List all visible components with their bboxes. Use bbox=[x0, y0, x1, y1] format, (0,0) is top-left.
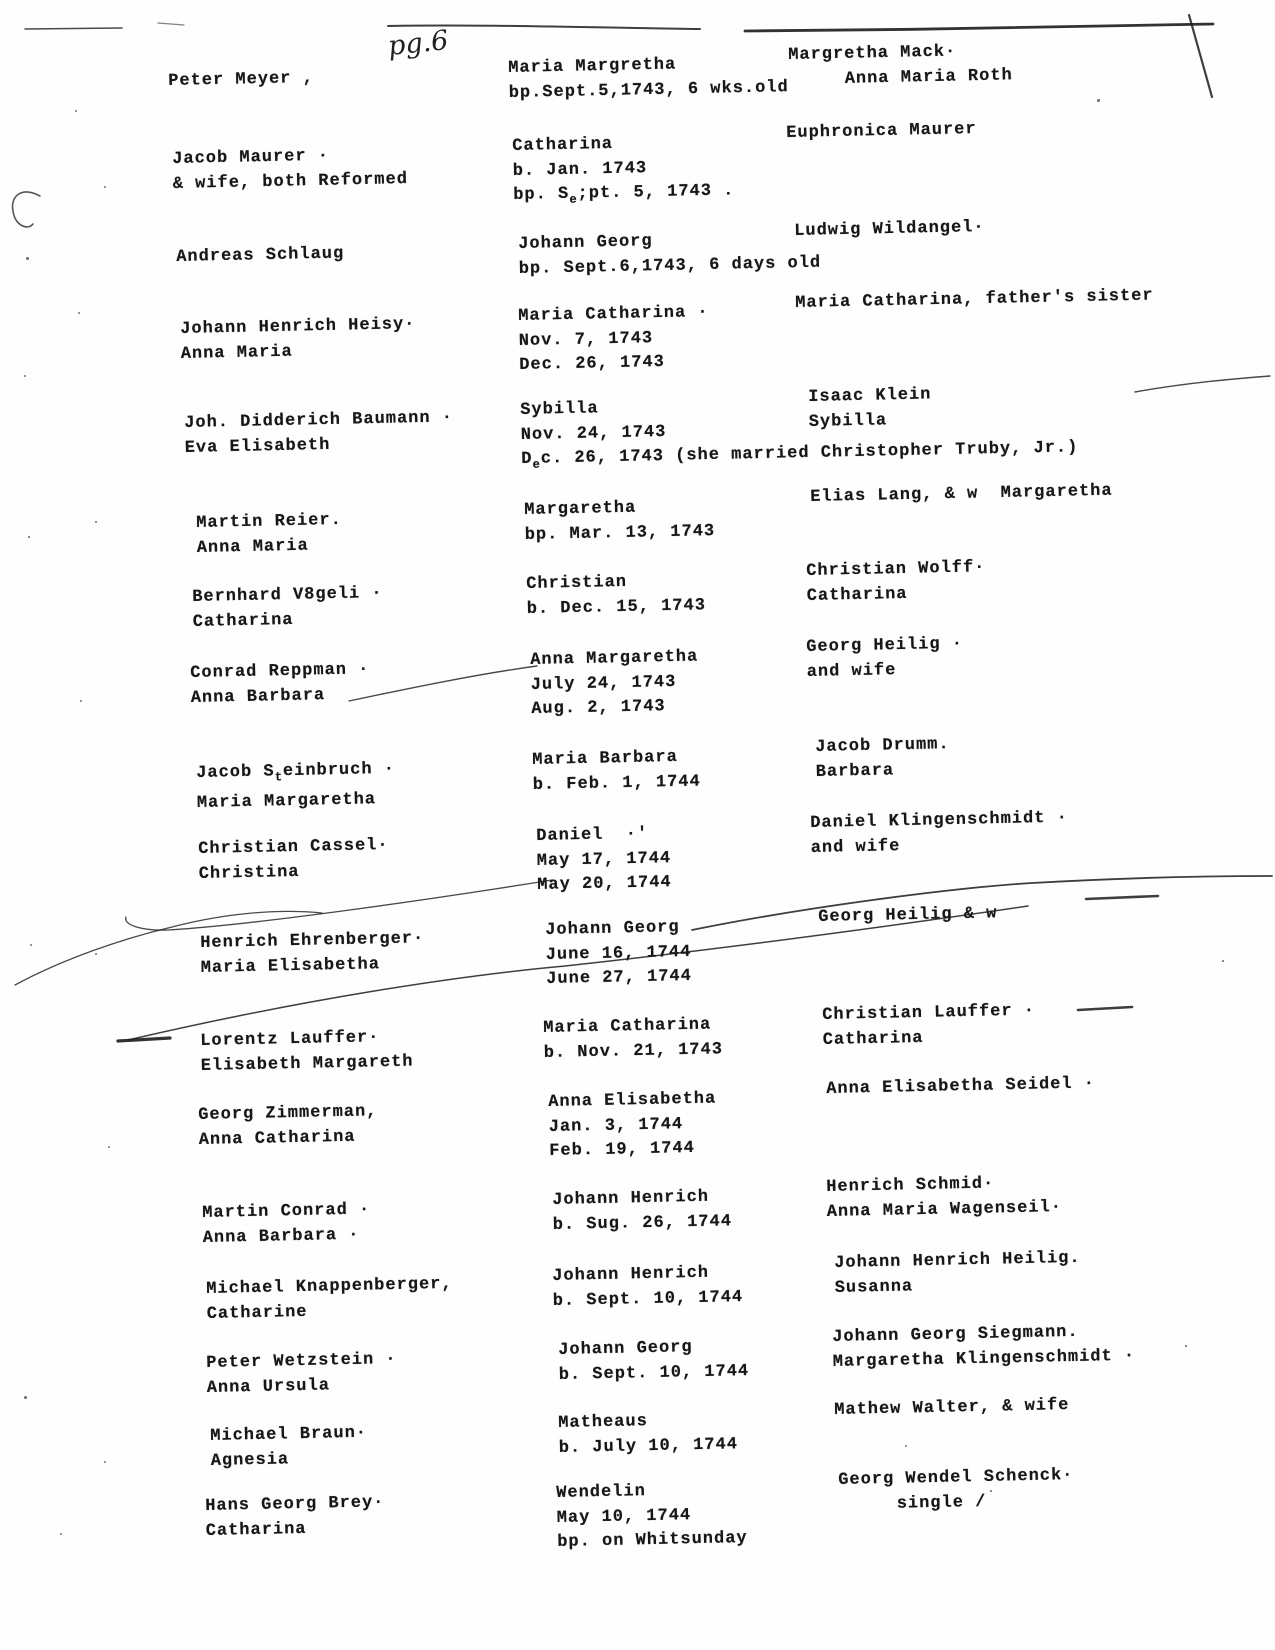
child-line: Nov. 7, 1743 bbox=[518, 328, 654, 351]
sponsors-line: Catharina bbox=[806, 584, 908, 606]
sponsors-cell bbox=[838, 1464, 1074, 1518]
sponsors-cell bbox=[822, 1000, 1036, 1053]
sponsors-cell bbox=[810, 480, 1113, 511]
parents-cell bbox=[200, 927, 425, 981]
child-line: b. Sept. 10, 1744 bbox=[558, 1361, 750, 1385]
sponsors-cell bbox=[808, 383, 932, 435]
scan-noise-speck bbox=[990, 1490, 992, 1492]
parents-cell bbox=[196, 758, 396, 816]
child-line: Jan. 3, 1744 bbox=[548, 1114, 684, 1137]
child-line: Feb. 19, 1744 bbox=[549, 1138, 696, 1161]
scan-noise-speck bbox=[78, 312, 80, 314]
parents-line: Michael Braun· bbox=[210, 1423, 368, 1446]
scan-noise-speck bbox=[26, 257, 29, 260]
child-line: May 20, 1744 bbox=[537, 873, 672, 895]
child-line: May 17, 1744 bbox=[536, 848, 672, 871]
sponsors-cell bbox=[834, 1394, 1070, 1423]
pen-dash bbox=[1078, 1007, 1132, 1010]
child-line: Dec. 26, 1743 bbox=[519, 352, 666, 375]
child-line: b. Sept. 10, 1744 bbox=[552, 1287, 744, 1311]
pen-dash bbox=[1086, 896, 1158, 899]
sponsors-cell bbox=[786, 118, 977, 146]
parents-cell bbox=[196, 509, 343, 561]
sponsors-line: Johann Henrich Heilig. bbox=[834, 1248, 1081, 1273]
child-cell bbox=[526, 569, 706, 622]
scan-noise-speck bbox=[75, 110, 77, 112]
scan-noise-speck bbox=[104, 186, 106, 188]
parents-line: Jacob $S_teinbruch$ · bbox=[196, 759, 396, 785]
parents-line: Conrad Reppman · bbox=[190, 660, 370, 683]
pen-dash bbox=[118, 1038, 170, 1041]
parents-cell bbox=[206, 1273, 453, 1327]
sponsors-line: Ludwig Wildangel· bbox=[794, 218, 985, 241]
child-line: Maria Catharina bbox=[543, 1015, 712, 1038]
child-cell bbox=[512, 130, 735, 213]
parents-line: Martin Conrad · bbox=[202, 1200, 371, 1223]
parents-line: Anna Ursula bbox=[206, 1375, 331, 1398]
child-line: June 16, 1744 bbox=[545, 942, 692, 965]
scan-noise-speck bbox=[1097, 99, 1100, 102]
parents-line: Peter Wetzstein · bbox=[206, 1350, 397, 1373]
child-line: Maria Margretha bbox=[508, 55, 677, 78]
parents-line: Anna Barbara · bbox=[202, 1225, 360, 1248]
child-line: Sybilla bbox=[520, 399, 599, 420]
child-cell bbox=[558, 1408, 738, 1461]
scan-edge-line bbox=[158, 23, 184, 25]
child-line: Nov. 24, 1743 bbox=[520, 422, 667, 445]
scan-noise-speck bbox=[905, 1445, 907, 1447]
parents-cell bbox=[200, 1026, 414, 1079]
parents-line: Christian Cassel· bbox=[198, 836, 389, 859]
sponsors-line: Mathew Walter, & wife bbox=[834, 1396, 1070, 1420]
child-line: Maria Catharina · bbox=[518, 303, 709, 326]
parents-cell bbox=[205, 1491, 385, 1544]
sponsors-cell bbox=[826, 1072, 1095, 1102]
child-cell bbox=[548, 1087, 718, 1164]
child-line: b. Nov. 21, 1743 bbox=[543, 1039, 724, 1063]
parents-line: Christina bbox=[198, 862, 300, 884]
sponsors-line: Anna Maria Wagenseil· bbox=[826, 1197, 1063, 1222]
pen-curl-mark bbox=[13, 192, 40, 227]
parents-line: Anna Barbara bbox=[190, 685, 326, 708]
child-line: Aug. 2, 1743 bbox=[531, 697, 666, 719]
parents-line: Hans Georg Brey· bbox=[205, 1493, 385, 1516]
parents-cell bbox=[172, 143, 408, 197]
parents-line: Catharina bbox=[205, 1519, 307, 1541]
child-cell bbox=[543, 1013, 723, 1066]
child-line: Catharina bbox=[512, 134, 614, 156]
parents-cell bbox=[198, 1100, 378, 1153]
child-line: b. Dec. 15, 1743 bbox=[526, 595, 707, 619]
child-cell bbox=[558, 1335, 749, 1388]
child-cell bbox=[518, 301, 710, 378]
sponsors-line: Johann Georg Siegmann. bbox=[832, 1322, 1079, 1347]
child-line: Christian bbox=[526, 572, 628, 594]
sponsors-cell bbox=[834, 1247, 1081, 1301]
subscript-character: e bbox=[532, 457, 542, 472]
sponsors-line: Catharina bbox=[822, 1028, 924, 1050]
child-line: Johann Georg bbox=[545, 918, 680, 940]
child-line: May 10, 1744 bbox=[556, 1505, 692, 1528]
child-line: b. Sug. 26, 1744 bbox=[552, 1211, 733, 1235]
sponsors-line: Elias Lang, & w Margaretha bbox=[810, 481, 1113, 507]
child-cell bbox=[545, 916, 692, 993]
subscript-character: t bbox=[274, 770, 284, 785]
sponsors-cell bbox=[810, 807, 1069, 861]
scan-noise-speck bbox=[24, 375, 26, 377]
handwritten-page-number: pg.6 bbox=[386, 24, 450, 63]
parents-line: Eva Elisabeth bbox=[184, 435, 331, 458]
child-line: bp.Sept.5,1743, 6 wks.old bbox=[508, 77, 789, 103]
parents-line: Andreas Schlaug bbox=[176, 244, 345, 267]
sponsors-line: Christian Lauffer · bbox=[822, 1001, 1036, 1025]
child-cell bbox=[532, 745, 701, 798]
parents-line: Maria Elisabetha bbox=[200, 954, 381, 978]
child-cell bbox=[524, 495, 715, 548]
child-cell bbox=[556, 1478, 748, 1555]
sponsors-line: Daniel Klingenschmidt · bbox=[810, 808, 1069, 833]
sponsors-line: Barbara bbox=[815, 760, 895, 782]
pen-stroke bbox=[126, 880, 552, 930]
child-line: Daniel ·' bbox=[536, 824, 649, 846]
child-line: Margaretha bbox=[524, 498, 637, 520]
child-cell bbox=[530, 645, 700, 722]
parents-line: Agnesia bbox=[210, 1449, 290, 1471]
pen-stroke bbox=[1135, 376, 1270, 392]
child-cell bbox=[552, 1185, 732, 1238]
sponsors-cell bbox=[826, 1171, 1062, 1225]
child-cell bbox=[536, 822, 672, 898]
parents-line: Anna Maria bbox=[180, 342, 293, 364]
child-line: Matheaus bbox=[558, 1412, 649, 1433]
parents-line: Anna Catharina bbox=[198, 1127, 356, 1150]
parents-line: Catharina bbox=[192, 610, 294, 632]
parents-line: Joh. Didderich Baumann · bbox=[184, 408, 454, 433]
child-line: bp. $S_e;pt$. 5, 1743 . bbox=[513, 181, 735, 207]
child-line: Johann Georg bbox=[558, 1338, 693, 1360]
scan-noise-speck bbox=[1185, 1345, 1187, 1347]
parents-cell bbox=[206, 1348, 397, 1401]
parents-cell bbox=[184, 406, 454, 461]
scan-noise-speck bbox=[80, 700, 82, 702]
child-line: Anna Elisabetha bbox=[548, 1089, 717, 1112]
parents-line: Jacob Maurer · bbox=[172, 146, 330, 169]
sponsors-line: Margretha Mack· bbox=[788, 42, 957, 65]
scan-noise-speck bbox=[24, 1396, 27, 1399]
sponsors-line: Henrich Schmid· bbox=[826, 1174, 995, 1197]
child-cell bbox=[552, 1261, 743, 1314]
sponsors-line: Christian Wolff· bbox=[806, 558, 986, 581]
child-line: Johann Georg bbox=[518, 232, 653, 254]
child-cell bbox=[518, 227, 821, 282]
scan-noise-speck bbox=[95, 953, 97, 955]
parents-line: Catharine bbox=[206, 1302, 308, 1324]
parents-cell bbox=[202, 1198, 371, 1251]
scan-noise-speck bbox=[95, 521, 97, 523]
parents-line: Anna Maria bbox=[196, 536, 309, 558]
sponsors-line: Anna Elisabetha Seidel · bbox=[826, 1074, 1096, 1099]
scan-noise-speck bbox=[108, 1146, 110, 1148]
sponsors-line: Margaretha Klingenschmidt · bbox=[832, 1346, 1136, 1372]
parents-line: & wife, both Reformed bbox=[172, 169, 409, 194]
scan-edge-line bbox=[745, 24, 1213, 31]
scan-noise-speck bbox=[28, 536, 30, 538]
scan-noise-speck bbox=[60, 1533, 62, 1535]
subscript-character: e bbox=[569, 192, 578, 207]
parents-line: Georg Zimmerman, bbox=[198, 1102, 378, 1125]
child-line: b. Feb. 1, 1744 bbox=[532, 771, 701, 795]
child-line: $D_ec$. 26, 1743 (she married Christopher Truby, Jr.) bbox=[521, 438, 1079, 472]
parents-line: Elisabeth Margareth bbox=[200, 1052, 414, 1076]
sponsors-line: Anna Maria Roth bbox=[844, 65, 1013, 89]
parents-cell bbox=[192, 582, 383, 635]
scan-corner-mark bbox=[1189, 15, 1212, 97]
sponsors-line: Sybilla bbox=[808, 410, 888, 432]
parents-cell bbox=[198, 834, 389, 887]
parents-cell bbox=[176, 242, 345, 270]
sponsors-cell bbox=[832, 1320, 1135, 1375]
sponsors-cell bbox=[806, 633, 964, 685]
sponsors-cell bbox=[794, 216, 985, 244]
parents-line: Johann Henrich Heisy· bbox=[180, 315, 416, 339]
child-line: bp. Sept.6,1743, 6 days old bbox=[518, 253, 822, 279]
parents-cell bbox=[190, 658, 370, 711]
child-line: Johann Henrich bbox=[552, 1263, 710, 1286]
sponsors-cell bbox=[795, 284, 1154, 316]
scan-noise-speck bbox=[104, 1461, 106, 1463]
child-line: bp. on Whitsunday bbox=[557, 1529, 748, 1552]
scan-edge-line bbox=[25, 28, 122, 29]
sponsors-line: Maria Catharina, father's sister bbox=[795, 286, 1154, 313]
sponsors-line: Georg Heilig · bbox=[806, 634, 964, 657]
sponsors-line: Georg Heilig & w bbox=[818, 904, 998, 927]
parents-line: Martin Reier. bbox=[196, 510, 343, 533]
sponsors-cell bbox=[818, 902, 998, 930]
parents-line: Lorentz Lauffer· bbox=[200, 1028, 380, 1051]
child-line: b. July 10, 1744 bbox=[558, 1434, 739, 1458]
sponsors-line: Georg Wendel Schenck· bbox=[838, 1466, 1074, 1490]
sponsors-line: Isaac Klein bbox=[808, 385, 932, 407]
parents-line: Maria Margaretha bbox=[196, 789, 377, 813]
parents-line: Michael Knappenberger, bbox=[206, 1274, 453, 1299]
sponsors-line: and wife bbox=[810, 836, 901, 858]
child-line: June 27, 1744 bbox=[546, 966, 693, 989]
child-line: Wendelin bbox=[556, 1482, 647, 1503]
parents-line: Henrich Ehrenberger· bbox=[200, 929, 425, 953]
sponsors-line: Jacob Drumm. bbox=[815, 735, 950, 757]
sponsors-cell bbox=[806, 556, 986, 609]
sponsors-cell bbox=[815, 733, 950, 785]
child-cell bbox=[508, 51, 789, 106]
child-line: Anna Margaretha bbox=[530, 647, 699, 670]
child-line: bp. Mar. 13, 1743 bbox=[524, 521, 716, 545]
parents-cell bbox=[180, 313, 416, 367]
parents-cell bbox=[168, 67, 314, 95]
sponsors-cell bbox=[788, 39, 1013, 93]
parents-cell bbox=[210, 1422, 368, 1474]
child-line: Maria Barbara bbox=[532, 747, 679, 770]
child-line: Johann Henrich bbox=[552, 1187, 710, 1210]
pen-stroke bbox=[349, 666, 537, 701]
scan-noise-speck bbox=[30, 944, 32, 946]
sponsors-line: Euphronica Maurer bbox=[786, 120, 977, 143]
child-line: July 24, 1743 bbox=[530, 672, 677, 695]
sponsors-line: Susanna bbox=[834, 1276, 914, 1298]
child-line: b. Jan. 1743 bbox=[512, 158, 648, 181]
sponsors-line: single / bbox=[896, 1492, 987, 1514]
scan-noise-speck bbox=[1222, 960, 1224, 962]
parents-line: Peter Meyer , bbox=[168, 68, 315, 91]
parents-line: Bernhard V8geli · bbox=[192, 584, 383, 607]
sponsors-line: and wife bbox=[806, 660, 897, 682]
child-cell bbox=[520, 387, 1079, 477]
